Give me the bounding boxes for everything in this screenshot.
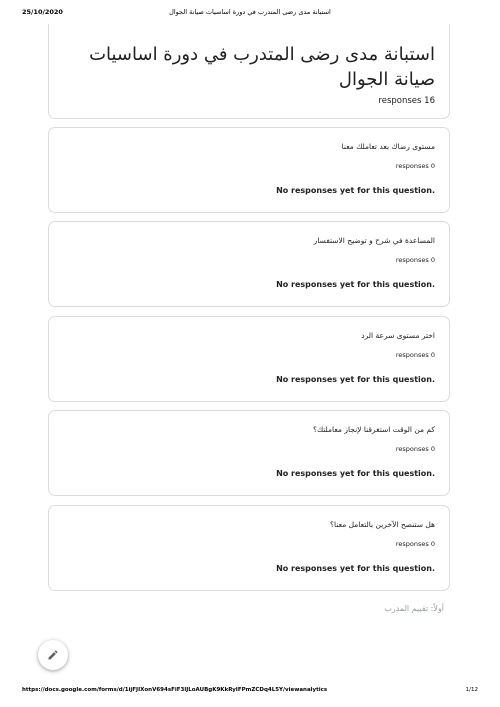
question-card-1 [48, 127, 450, 213]
print-url: https://docs.google.com/forms/d/1ijFJIXonV694sFiF3lJLoAUBgK9KkRyIFPmZCDq4L5Y/viewanalytics [22, 687, 328, 693]
question-response-count: 0 responses [395, 256, 435, 264]
print-footer [22, 687, 478, 697]
question-card-2 [48, 221, 450, 307]
question-title: اختر مستوى سرعة الرد [361, 331, 435, 340]
print-document-title: استبانة مدى رضى المتدرب في دورة اساسيات صيانة الجوال [169, 8, 331, 16]
question-title: كم من الوقت استغرقنا لإنجاز معاملتك؟ [312, 425, 435, 434]
edit-button[interactable] [38, 640, 68, 670]
question-response-count: 0 responses [395, 540, 435, 548]
question-title: مستوى رضاك بعد تعاملك معنا [341, 142, 435, 151]
no-responses-message: No responses yet for this question. [276, 469, 435, 478]
form-title: استبانة مدى رضى المتدرب في دورة اساسيات صيانة الجوال [89, 44, 435, 90]
question-response-count: 0 responses [395, 445, 435, 453]
form-title-card [48, 24, 450, 119]
no-responses-message: No responses yet for this question. [276, 280, 435, 289]
no-responses-message: No responses yet for this question. [276, 564, 435, 573]
question-title: المساعدة في شرح و توضيح الاستفسار [313, 236, 435, 245]
question-card-4 [48, 410, 450, 496]
question-response-count: 0 responses [395, 351, 435, 359]
question-card-5 [48, 505, 450, 591]
section-heading: أولاً: تقييم المدرب [384, 604, 444, 613]
question-card-3 [48, 316, 450, 402]
no-responses-message: No responses yet for this question. [276, 375, 435, 384]
page-number: 1/12 [465, 687, 478, 693]
question-response-count: 0 responses [395, 162, 435, 170]
print-date: 25/10/2020 [22, 8, 63, 16]
print-header [22, 8, 478, 20]
pencil-icon [47, 649, 59, 661]
no-responses-message: No responses yet for this question. [276, 186, 435, 195]
total-responses-count: 16 responses [378, 96, 435, 106]
question-title: هل ستنصح الآخرين بالتعامل معنا؟ [330, 520, 435, 529]
